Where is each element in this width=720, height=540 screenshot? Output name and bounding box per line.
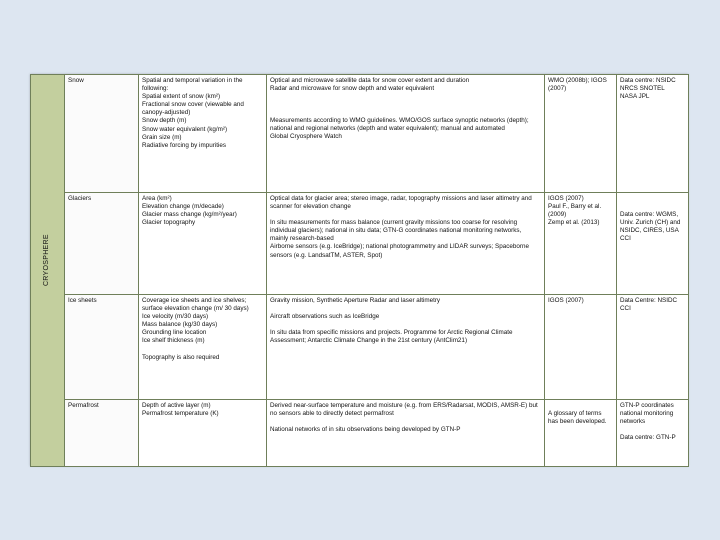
reference-line: Paul F., Barry et al. (2009)	[548, 203, 602, 219]
parameter-line: Glacier mass change (kg/m²/year)	[142, 211, 237, 219]
parameter-line: Ice velocity (m/30 days)	[142, 313, 209, 321]
parameter-line: Elevation change (m/decade)	[142, 203, 224, 211]
method-line: Gravity mission, Synthetic Aperture Radar and laser altimetry	[270, 297, 441, 304]
parameter-line: Grounding line location	[142, 329, 207, 337]
sources-cell	[617, 295, 689, 400]
parameter-line: Topography is also required	[142, 353, 220, 361]
references-cell	[545, 400, 617, 467]
variable-cell	[65, 193, 139, 295]
reference-line: WMO (2008b); IGOS (2007)	[548, 77, 607, 93]
methods-cell	[267, 75, 545, 193]
parameter-line: Mass balance (kg/30 days)	[142, 321, 218, 329]
parameters-cell	[139, 75, 267, 193]
table-row-snow	[31, 75, 689, 193]
variable-name: Ice sheets	[68, 297, 97, 304]
source-line: Data centre: NSIDC	[620, 77, 676, 84]
method-line: Aircraft observations such as IceBridge	[270, 313, 380, 321]
variable-name: Snow	[68, 77, 84, 84]
parameter-line: Radiative forcing by impurities	[142, 141, 226, 149]
references-cell	[545, 295, 617, 400]
parameter-line: Grain size (m)	[142, 133, 182, 141]
parameter-line: Area (km²)	[142, 195, 172, 202]
parameter-line: Depth of active layer (m)	[142, 402, 211, 409]
reference-line: IGOS (2007)	[548, 297, 584, 304]
parameter-line: Permafrost temperature (K)	[142, 410, 219, 418]
sources-cell	[617, 75, 689, 193]
methods-cell	[267, 400, 545, 467]
references-cell	[545, 75, 617, 193]
method-line: Derived near-surface temperature and moisture (e.g. from ERS/Radarsat, MODIS, AMSR-E) but no sensors able to directly detect permafrost	[270, 402, 538, 418]
source-line: NRCS SNOTEL	[620, 85, 665, 93]
method-line: Airborne sensors (e.g. IceBridge); national photogrammetry and LIDAR surveys; Spaceborne sensors (e.g. LandsatTM, ASTER, Spot)	[270, 243, 530, 259]
parameters-cell	[139, 295, 267, 400]
source-line: CCI	[620, 235, 631, 243]
variable-name: Permafrost	[68, 402, 99, 409]
source-line: Data centre: GTN-P	[620, 434, 676, 442]
parameter-line: Spatial and temporal variation in the following:	[142, 77, 243, 93]
parameters-cell	[139, 400, 267, 467]
sources-cell	[617, 400, 689, 467]
variable-cell	[65, 400, 139, 467]
method-line: In situ data from specific missions and projects. Programme for Arctic Regional Climate Assessment; Antarctic Climate Change in the 21st century (AntClim21)	[270, 329, 513, 345]
method-line: National networks of in situ observations being developed by GTN-P	[270, 426, 461, 434]
parameter-line: Coverage ice sheets and ice shelves; surface elevation change (m/ 30 days)	[142, 297, 249, 313]
source-line: Data centre: WGMS, Univ. Zurich (CH) and NSIDC, CIRES, USA	[620, 211, 681, 235]
reference-line: A glossary of terms has been developed.	[548, 410, 607, 426]
references-cell	[545, 193, 617, 295]
parameter-line: Ice shelf thickness (m)	[142, 337, 205, 345]
table-row-glaciers	[31, 193, 689, 295]
parameter-line: Fractional snow cover (viewable and canopy-adjusted)	[142, 101, 244, 117]
parameter-line: Snow depth (m)	[142, 117, 187, 125]
parameter-line: Spatial extent of snow (km²)	[142, 93, 221, 101]
parameters-cell	[139, 193, 267, 295]
variable-cell	[65, 295, 139, 400]
sources-cell	[617, 193, 689, 295]
slide	[30, 74, 688, 466]
method-line: In situ measurements for mass balance (current gravity missions too coarse for resolving individual glaciers); national in situ data; GTN-G coordinates national monitoring networks, mainly research-based	[270, 219, 522, 243]
source-line: CCI	[620, 305, 631, 313]
variable-name: Glaciers	[68, 195, 92, 202]
method-line: Optical data for glacier area; stereo image, radar, topography missions and laser altimetry and scanner for elevation change	[270, 195, 532, 211]
reference-line: IGOS (2007)	[548, 195, 584, 202]
parameter-line: Snow water equivalent (kg/m²)	[142, 125, 228, 133]
source-line: GTN-P coordinates national monitoring networks	[620, 402, 674, 426]
variable-cell	[65, 75, 139, 193]
methods-cell	[267, 193, 545, 295]
reference-line: Zemp et al. (2013)	[548, 219, 600, 227]
domain-label: CRYOSPHERE	[42, 234, 50, 287]
source-line: Data Centre: NSIDC	[620, 297, 678, 304]
table-row-ice-sheets	[31, 295, 689, 400]
method-line: Measurements according to WMO guidelines. WMO/GOS surface synoptic networks (depth); national and regional networks (depth and water equivalent); manual and automated	[270, 117, 529, 133]
ecv-table	[30, 74, 689, 467]
methods-cell	[267, 295, 545, 400]
domain-cell	[31, 75, 65, 467]
table-row-permafrost	[31, 400, 689, 467]
source-line: NASA JPL	[620, 93, 650, 101]
method-line: Optical and microwave satellite data for snow cover extent and duration	[270, 77, 470, 84]
parameter-line: Glacier topography	[142, 219, 196, 227]
method-line: Radar and microwave for snow depth and water equivalent	[270, 85, 435, 93]
method-line: Global Cryosphere Watch	[270, 133, 342, 141]
